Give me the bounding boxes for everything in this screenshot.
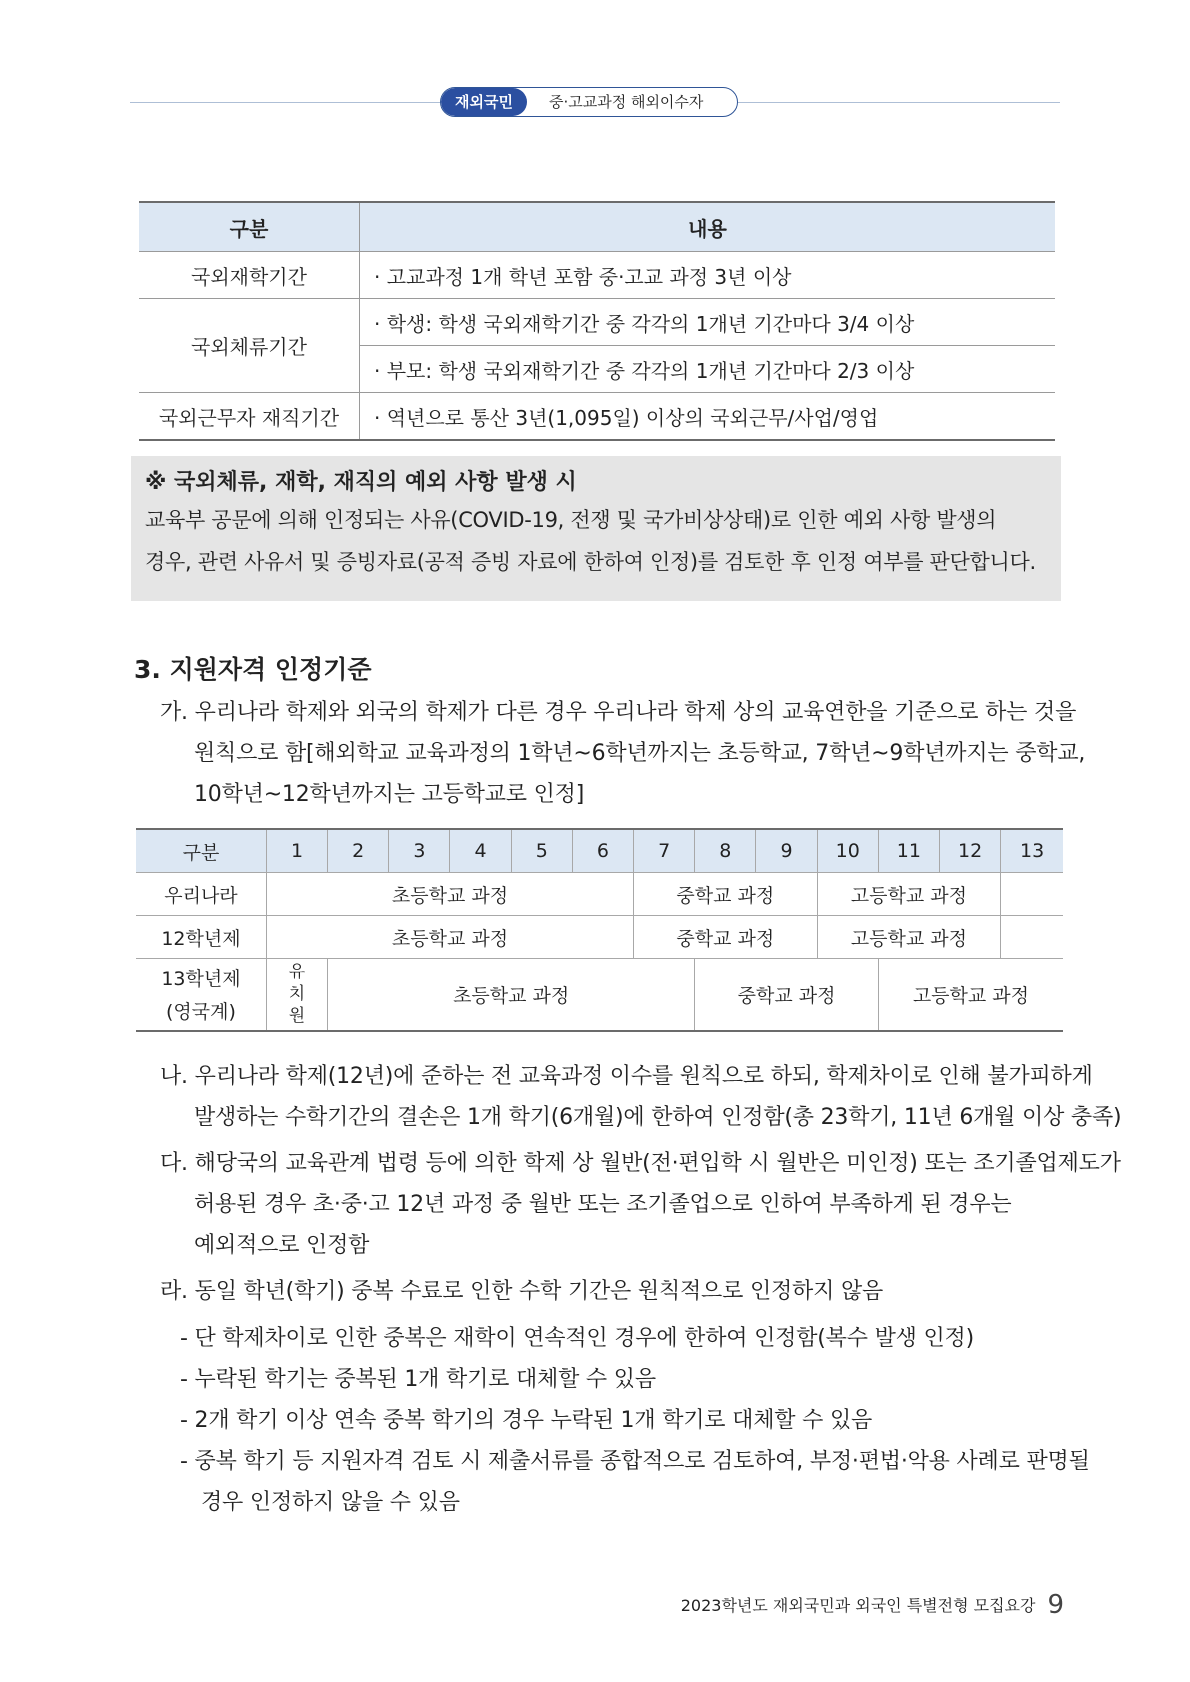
bullet-item: - 누락된 학기는 중복된 1개 학기로 대체할 수 있음 xyxy=(180,1367,656,1392)
row-content: · 역년으로 통산 3년(1,095일) 이상의 국외근무/사업/영업 xyxy=(360,393,1056,441)
row-label-line: 13학년제 xyxy=(161,968,241,991)
grade-header: 2 xyxy=(328,829,389,873)
grade-header: 5 xyxy=(511,829,572,873)
school-system-table xyxy=(136,828,1063,1032)
grade-header: 12 xyxy=(939,829,1000,873)
para-ga-line: 가. 우리나라 학제와 외국의 학제가 다른 경우 우리나라 학제 상의 교육연한을 기준으로 하는 것을 xyxy=(160,700,1077,725)
row-content: · 고교과정 1개 학년 포함 중·고교 과정 3년 이상 xyxy=(360,252,1056,299)
middle-cell: 중학교 과정 xyxy=(634,916,818,959)
grade-header: 6 xyxy=(572,829,633,873)
row-label-line: (영국계) xyxy=(166,1001,236,1024)
kinder-char: 유 xyxy=(288,962,306,983)
table-header-row xyxy=(136,829,1063,873)
exception-note-box xyxy=(131,456,1061,601)
grade-header: 구분 xyxy=(136,829,266,873)
empty-cell xyxy=(1001,916,1063,959)
high-cell: 고등학교 과정 xyxy=(878,959,1063,1031)
bullet-item-continued: 경우 인정하지 않을 수 있음 xyxy=(201,1490,460,1515)
footer-title: 2023학년도 재외국민과 외국인 특별전형 모집요강 xyxy=(680,1596,1036,1615)
bullet-item: - 2개 학기 이상 연속 중복 학기의 경우 누락된 1개 학기로 대체할 수 있음 xyxy=(180,1408,873,1433)
grade-header: 8 xyxy=(695,829,756,873)
table-header: 내용 xyxy=(360,202,1056,252)
header-subtitle: 중·고교과정 해외이수자 xyxy=(548,93,704,111)
table-row xyxy=(139,252,1055,299)
row-content: · 학생: 학생 국외재학기간 중 각각의 1개년 기간마다 3/4 이상 xyxy=(360,299,1056,346)
para-da-line: 예외적으로 인정함 xyxy=(194,1233,370,1258)
note-line: 경우, 관련 사유서 및 증빙자료(공적 증빙 자료에 한하여 인정)를 검토한 후 인정 여부를 판단합니다. xyxy=(145,550,1036,574)
note-title: ※ 국외체류, 재학, 재직의 예외 사항 발생 시 xyxy=(145,470,577,495)
para-da-line: 다. 해당국의 교육관계 법령 등에 의한 학제 상 월반(전·편입학 시 월반은 미인정) 또는 조기졸업제도가 xyxy=(160,1151,1121,1176)
kinder-char: 원 xyxy=(288,1006,306,1027)
section-title: 3. 지원자격 인정기준 xyxy=(134,655,372,684)
header-tag: 재외국민 xyxy=(441,88,527,116)
para-ga-line: 원칙으로 함[해외학교 교육과정의 1학년~6학년까지는 초등학교, 7학년~9학년까지는 중학교, xyxy=(194,741,1086,766)
row-label: 우리나라 xyxy=(136,873,266,916)
bullet-item: - 단 학제차이로 인한 중복은 재학이 연속적인 경우에 한하여 인정함(복수 발생 인정) xyxy=(180,1326,974,1351)
table-header-row xyxy=(139,202,1055,252)
row-label xyxy=(136,959,266,1031)
table-header: 구분 xyxy=(139,202,360,252)
row-label: 12학년제 xyxy=(136,916,266,959)
page-footer xyxy=(681,1590,1064,1620)
high-cell: 고등학교 과정 xyxy=(817,873,1001,916)
para-na-line: 발생하는 수학기간의 결손은 1개 학기(6개월)에 한하여 인정함(총 23학기, 11년 6개월 이상 충족) xyxy=(194,1105,1122,1130)
para-ra-line: 라. 동일 학년(학기) 중복 수료로 인한 수학 기간은 원칙적으로 인정하지 않음 xyxy=(160,1279,884,1304)
row-label: 국외근무자 재직기간 xyxy=(139,393,360,441)
para-ga-line: 10학년~12학년까지는 고등학교로 인정] xyxy=(194,782,585,807)
grade-header: 9 xyxy=(756,829,817,873)
table-row xyxy=(139,393,1055,441)
kindergarten-cell xyxy=(266,959,327,1031)
grade-header: 1 xyxy=(266,829,327,873)
bullet-item: - 중복 학기 등 지원자격 검토 시 제출서류를 종합적으로 검토하여, 부정·편법·악용 사례로 판명될 xyxy=(180,1449,1090,1474)
page-number: 9 xyxy=(1047,1590,1064,1620)
high-cell: 고등학교 과정 xyxy=(817,916,1001,959)
middle-cell: 중학교 과정 xyxy=(634,873,818,916)
row-label: 국외체류기간 xyxy=(139,299,360,393)
para-da-line: 허용된 경우 초·중·고 12년 과정 중 월반 또는 조기졸업으로 인하여 부족하게 된 경우는 xyxy=(194,1192,1012,1217)
row-label: 국외재학기간 xyxy=(139,252,360,299)
elementary-cell: 초등학교 과정 xyxy=(266,916,633,959)
header-badge xyxy=(440,87,738,117)
para-na-line: 나. 우리나라 학제(12년)에 준하는 전 교육과정 이수를 원칙으로 하되, 학제차이로 인해 불가피하게 xyxy=(160,1064,1093,1089)
note-line: 교육부 공문에 의해 인정되는 사유(COVID-19, 전쟁 및 국가비상상태)로 인한 예외 사항 발생의 xyxy=(145,508,997,532)
grade-header: 3 xyxy=(389,829,450,873)
grade-header: 4 xyxy=(450,829,511,873)
middle-cell: 중학교 과정 xyxy=(695,959,879,1031)
table-row xyxy=(136,959,1063,1031)
kinder-char: 치 xyxy=(288,984,306,1005)
grade-header: 7 xyxy=(634,829,695,873)
table-row xyxy=(139,299,1055,346)
elementary-cell: 초등학교 과정 xyxy=(266,873,633,916)
table-row xyxy=(136,916,1063,959)
eligibility-period-table xyxy=(139,201,1055,441)
grade-header: 10 xyxy=(817,829,878,873)
grade-header: 13 xyxy=(1001,829,1063,873)
table-row xyxy=(136,873,1063,916)
empty-cell xyxy=(1001,873,1063,916)
row-content: · 부모: 학생 국외재학기간 중 각각의 1개년 기간마다 2/3 이상 xyxy=(360,346,1056,393)
elementary-cell: 초등학교 과정 xyxy=(328,959,695,1031)
grade-header: 11 xyxy=(878,829,939,873)
